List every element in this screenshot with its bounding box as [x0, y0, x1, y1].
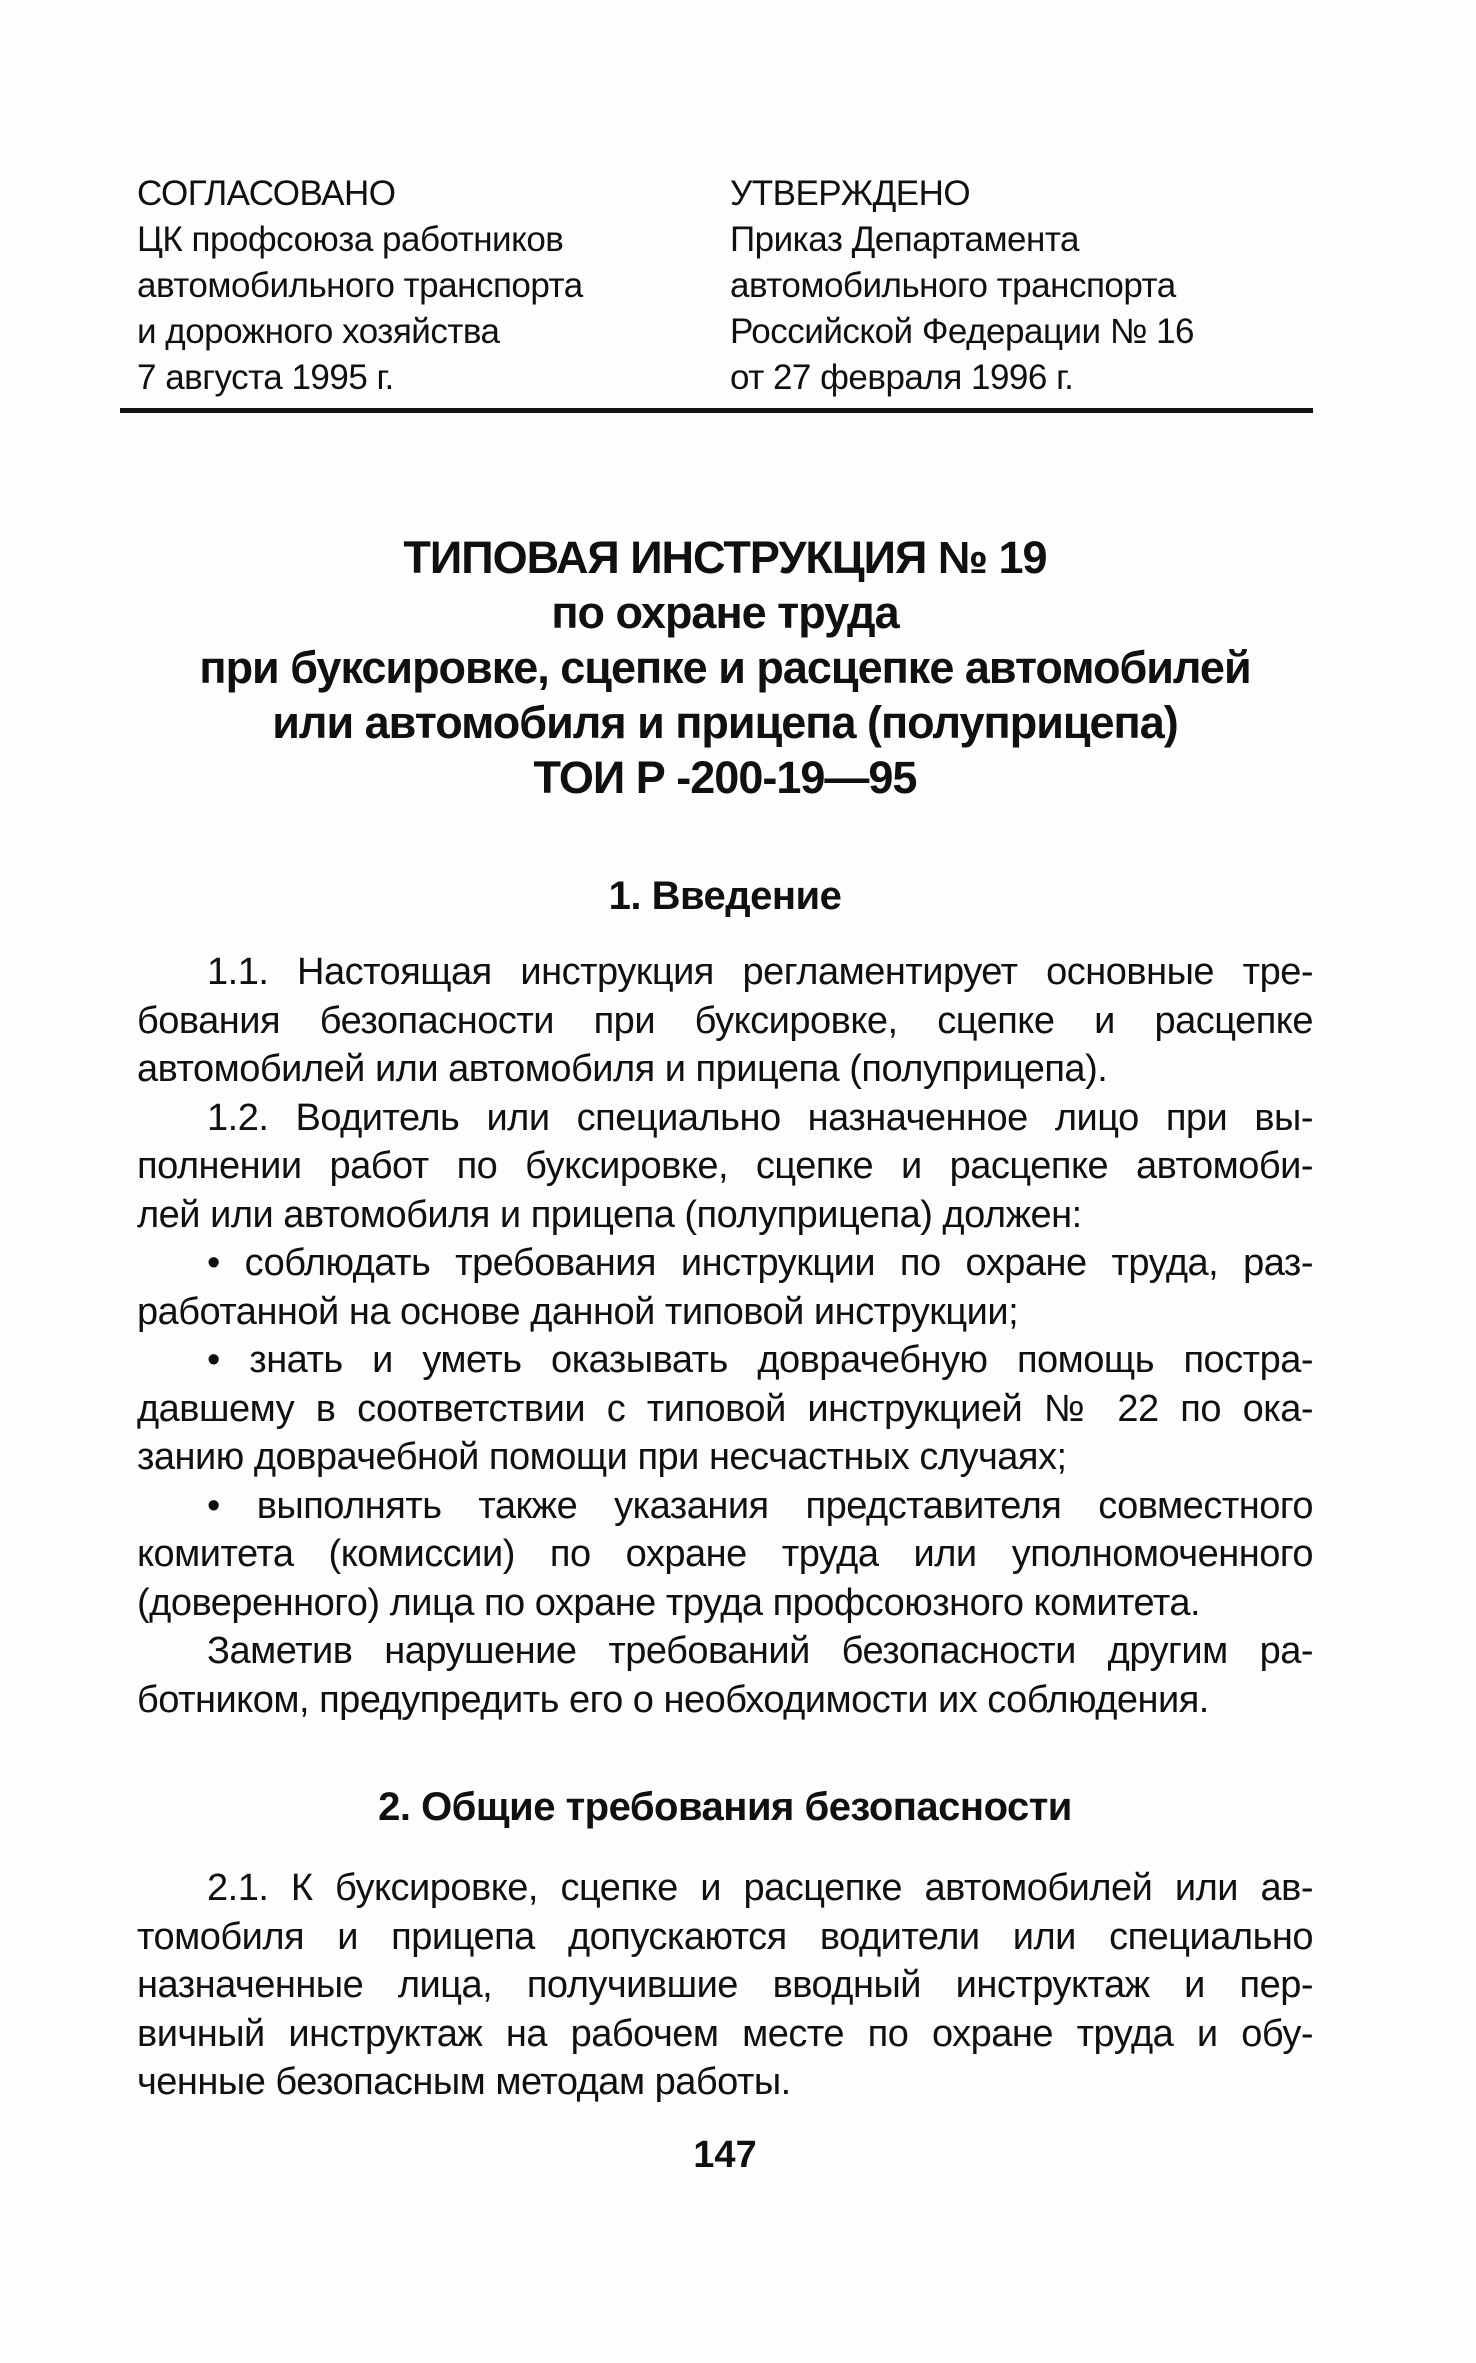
section-body-general-requirements: [137, 1864, 1313, 2107]
text-line: томобиля и прицепа допускаются водители или специально: [137, 1915, 1313, 1958]
text-line: или автомобиля и прицепа (полуприцепа): [272, 697, 1178, 748]
text-line: при буксировке, сцепке и расцепке автомобилей: [199, 642, 1251, 693]
bullet-line: • соблюдать требования инструкции по охране труда, раз-: [207, 1242, 1313, 1284]
text-line: лей или автомобиля и прицепа (полуприцепа) должен:: [137, 1193, 1082, 1236]
text-line: работанной на основе данной типовой инструкции;: [137, 1290, 1019, 1333]
section-heading-introduction: 1. Введение: [608, 874, 842, 918]
text-line: и дорожного хозяйства: [137, 312, 500, 351]
section-body-introduction: [137, 948, 1313, 1724]
text-line: ботником, предупредить его о необходимости их соблюдения.: [137, 1678, 1209, 1721]
approval-block-right: [730, 171, 1313, 401]
page-number: 147: [693, 2134, 757, 2176]
text-line: ТОИ Р -200-19—95: [533, 752, 917, 803]
text-line: от 27 февраля 1996 г.: [730, 358, 1074, 397]
text-line: занию доврачебной помощи при несчастных случаях;: [137, 1436, 1067, 1478]
text-line: вичный инструктаж на рабочем месте по охране труда и обу-: [137, 2012, 1313, 2055]
text-line: (доверенного) лица по охране труда профсоюзного комитета.: [137, 1581, 1201, 1624]
text-line: Заметив нарушение требований безопасности другим ра-: [207, 1630, 1313, 1672]
text-line: 1.2. Водитель или специально назначенное лицо при вы-: [207, 1096, 1313, 1139]
text-line: ТИПОВАЯ ИНСТРУКЦИЯ № 19: [403, 532, 1047, 583]
text-line: автомобильного транспорта: [137, 266, 583, 305]
text-line: Российской Федерации № 16: [730, 312, 1195, 351]
text-line: комитета (комиссии) по охране труда или уполномоченного: [137, 1533, 1313, 1575]
text-line: давшему в соответствии с типовой инструкцией № 22 по ока-: [137, 1387, 1313, 1430]
text-line: Приказ Департамента: [730, 220, 1079, 259]
bullet-line: • выполнять также указания представителя совместного: [207, 1484, 1313, 1527]
approval-block-left: [137, 171, 712, 401]
separator-rule: [120, 408, 1313, 413]
text-line: УТВЕРЖДЕНО: [730, 174, 971, 213]
text-line: автомобилей или автомобиля и прицепа (полуприцепа).: [137, 1048, 1108, 1090]
text-line: бования безопасности при буксировке, сцепке и расцепке: [137, 999, 1313, 1042]
section-heading-general-requirements: 2. Общие требования безопасности: [378, 1785, 1072, 1829]
document-title: [137, 530, 1313, 805]
text-line: СОГЛАСОВАНО: [137, 174, 396, 213]
text-line: 2.1. К буксировке, сцепке и расцепке автомобилей или ав-: [207, 1867, 1313, 1909]
text-line: автомобильного транспорта: [730, 266, 1176, 305]
text-line: по охране труда: [551, 587, 899, 638]
text-line: полнении работ по буксировке, сцепке и расцепке автомоби-: [137, 1145, 1313, 1187]
text-line: 1.1. Настоящая инструкция регламентирует основные тре-: [207, 951, 1313, 993]
text-line: назначенные лица, получившие вводный инструктаж и пер-: [137, 1964, 1313, 2006]
text-line: 7 августа 1995 г.: [137, 358, 394, 397]
text-line: ЦК профсоюза работников: [137, 220, 564, 259]
bullet-line: • знать и уметь оказывать доврачебную помощь постра-: [207, 1339, 1313, 1381]
text-line: ченные безопасным методам работы.: [137, 2061, 791, 2103]
